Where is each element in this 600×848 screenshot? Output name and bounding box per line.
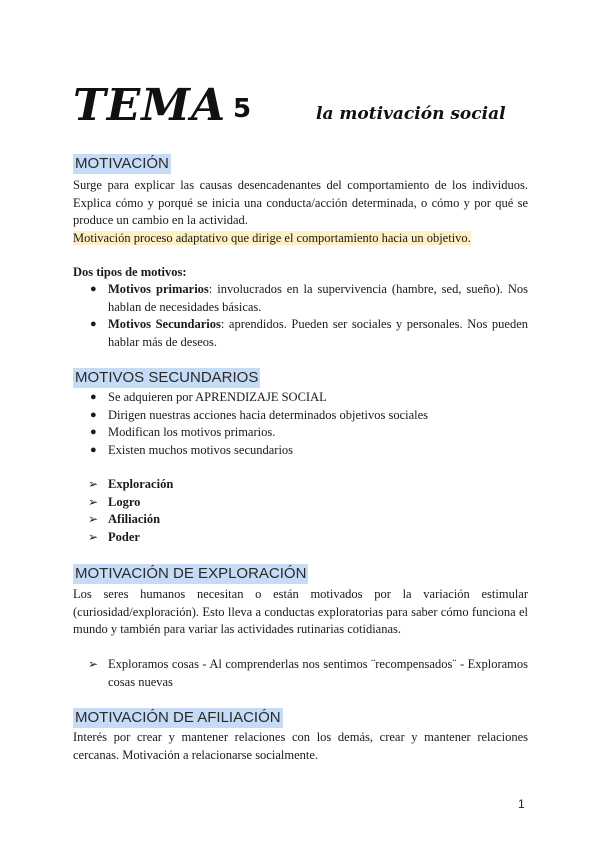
motivacion-paragraph (73, 177, 528, 247)
bullet-icon: ● (90, 391, 97, 403)
afiliacion-text: Interés por crear y mantener relaciones con los demás, crear y mantener relaciones cercanas. Motivación a relacionarse socialmente. (73, 730, 528, 762)
bullet-icon: ● (90, 426, 97, 438)
motivacion-highlight: Motivación proceso adaptativo que dirige el comportamiento hacia un objetivo. (73, 230, 471, 245)
list-item (88, 656, 528, 691)
type-text: : involucrados en la supervivencia (hambre, sed, sueño). Nos hablan de necesidades básicas. (108, 282, 528, 314)
title-subtitle: la motivación social (316, 104, 506, 124)
arrow-icon: ➢ (88, 477, 99, 491)
exploracion-text: Los seres humanos necesitan o están motivados por la variación estimular (curiosidad/exploración). Esto lleva a conductas exploratorias para saber cómo funciona el mundo y también para variar las actividades rutinarias cotidianas. (73, 587, 528, 636)
bullet-icon: ● (90, 318, 97, 330)
heading-exploracion: MOTIVACIÓN DE EXPLORACIÓN (75, 565, 307, 582)
title-main: TEMA (73, 80, 227, 131)
list-item (88, 476, 528, 494)
list-item-text: Afiliación (108, 512, 161, 526)
list-item (88, 316, 528, 351)
secundarios-list (88, 389, 528, 459)
afiliacion-paragraph (73, 729, 528, 764)
list-item-text: Se adquieren por APRENDIZAJE SOCIAL (108, 390, 327, 404)
list-item-text: Exploramos cosas - Al comprenderlas nos sentimos ¨recompensados¨ - Exploramos cosas nuevas (108, 657, 528, 689)
heading-motivos-secundarios: MOTIVOS SECUNDARIOS (75, 369, 259, 386)
list-item-text: Logro (108, 494, 141, 509)
list-item (88, 494, 528, 512)
heading-motivacion: MOTIVACIÓN (75, 155, 169, 172)
secundarios-arrow-list (88, 476, 528, 546)
type-text: : aprendidos. Pueden ser sociales y personales. Nos pueden hablar más de deseos. (108, 317, 528, 349)
bullet-icon: ● (90, 283, 97, 295)
list-item (88, 407, 528, 425)
list-item-text: Dirigen nuestras acciones hacia determinados objetivos sociales (108, 407, 429, 422)
heading-afiliacion: MOTIVACIÓN DE AFILIACIÓN (75, 709, 281, 726)
list-item (88, 442, 528, 460)
bullet-icon: ● (90, 408, 97, 421)
list-item (88, 281, 528, 316)
page-title (73, 80, 543, 140)
types-label: Dos tipos de motivos: (73, 265, 187, 279)
types-list (88, 281, 528, 351)
arrow-icon: ➢ (88, 494, 99, 509)
arrow-icon: ➢ (88, 529, 99, 544)
list-item (88, 529, 528, 547)
list-item (88, 511, 528, 529)
list-item-text: Poder (108, 529, 140, 544)
list-item (88, 389, 528, 407)
list-item (88, 424, 528, 442)
exploracion-paragraph (73, 586, 528, 639)
title-number: 5 (233, 94, 252, 124)
list-item-text: Exploración (108, 477, 174, 491)
page-number: 1 (518, 797, 525, 811)
types-label-block (73, 264, 528, 282)
type-term: Motivos Secundarios (108, 317, 221, 331)
exploracion-arrow-list (88, 656, 528, 691)
arrow-icon: ➢ (88, 512, 99, 526)
arrow-icon: ➢ (88, 657, 99, 671)
list-item-text: Modifican los motivos primarios. (108, 425, 276, 439)
motivacion-text: Surge para explicar las causas desencadenantes del comportamiento de los individuos. Explica cómo y porqué se inicia una conducta/acción determinada, o cómo y por qué se produce un cambio en la actividad. (73, 178, 528, 227)
list-item-text: Existen muchos motivos secundarios (108, 442, 294, 457)
type-term: Motivos primarios (108, 282, 209, 296)
bullet-icon: ● (90, 443, 97, 456)
